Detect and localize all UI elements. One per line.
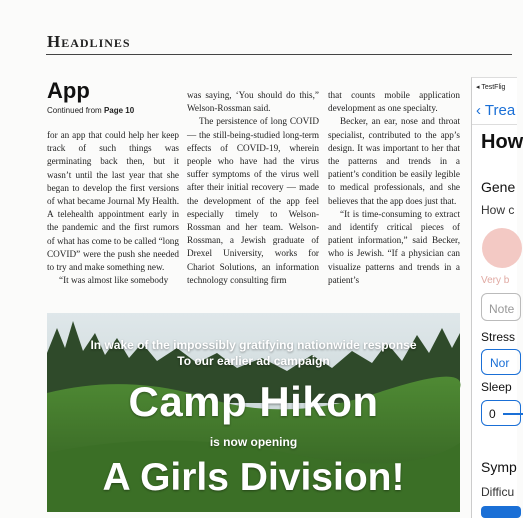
ad-camp-name: Camp Hikon — [128, 378, 379, 425]
stress-select[interactable]: Nor — [481, 349, 521, 375]
symptoms-section-title: Symp — [481, 459, 517, 475]
article-column-1 — [47, 129, 179, 287]
difficulty-label: Difficu — [481, 485, 515, 499]
slider-track — [503, 413, 523, 415]
paragraph: The persistence of long COVID — the still-being-studied long-term effects of COVID-19, wherein people who have had the virus suffer symptoms of the virus well after their initial recovery — made the development of the app feel especially timely to Welson-Rossman and her team. Welson-Rossman, a Jewish graduate of Drexel University, works for Chariot Solutions, an information technology consulting firm — [187, 116, 319, 285]
paragraph: “It is time-consuming to extract and identify critical pieces of patient information,” said Becker, who is Jewish. “If a physician can visualize patterns and trends in a patient’s — [328, 208, 460, 285]
notes-input[interactable]: Note — [481, 293, 521, 321]
ad-line-4: is now opening — [209, 435, 298, 449]
article-column-3 — [328, 89, 460, 287]
article-column-2 — [187, 89, 319, 287]
paragraph: Becker, an ear, nose and throat specialist, contributed to the app’s design. It was important to her that the patterns and trends in a patient’s condition be easily legible to medical professionals, and she believes that the app does just that. — [328, 116, 460, 206]
ad-girls-division: A Girls Division! — [102, 456, 405, 499]
testflight-back-link[interactable]: ◂ TestFlig — [476, 84, 506, 91]
sleep-slider[interactable] — [481, 400, 521, 426]
option-button[interactable] — [481, 506, 521, 518]
continued-prefix: Continued from — [47, 106, 102, 115]
paragraph: was saying, ‘You should do this,” Welson-Rossman said. — [187, 90, 319, 114]
screen-title: How — [481, 131, 523, 153]
general-section-title: Gene — [481, 179, 516, 195]
paragraph: for an app that could help her keep track of such things was germinating back then, but it wasn’t until the last year that she began to develop the first versions of what became Journal My Health. A telehealth appointment early in the pandemic and the first rumors of what has come to be called “long COVID” were the push she needed to try and make something new. — [47, 130, 179, 273]
camp-hikon-ad — [47, 313, 460, 512]
ad-line-2: To our earlier ad campaign — [177, 354, 330, 368]
continued-from — [47, 106, 134, 115]
nav-divider — [472, 124, 517, 125]
sleep-value: 0 — [489, 407, 496, 421]
continued-page: Page 10 — [103, 106, 135, 115]
stress-label: Stress — [481, 330, 516, 344]
section-rule — [46, 54, 512, 55]
sleep-label: Sleep — [481, 380, 512, 394]
article-headline: App — [47, 78, 90, 103]
section-label: Headlines — [47, 32, 131, 51]
sad-face-icon[interactable] — [482, 228, 522, 268]
app-screenshot-panel — [471, 77, 523, 518]
nav-back-label: Trea — [484, 102, 516, 119]
paragraph: that counts mobile application development as one specialty. — [328, 90, 460, 114]
nav-back-button[interactable] — [476, 102, 515, 119]
how-feeling-label: How c — [481, 203, 515, 217]
ad-line-1: In wake of the impossibly gratifying nationwide response — [90, 338, 417, 352]
very-bad-label: Very b — [481, 275, 510, 286]
paragraph: “It was almost like somebody — [59, 275, 169, 286]
chevron-left-icon: ‹ — [476, 102, 481, 119]
